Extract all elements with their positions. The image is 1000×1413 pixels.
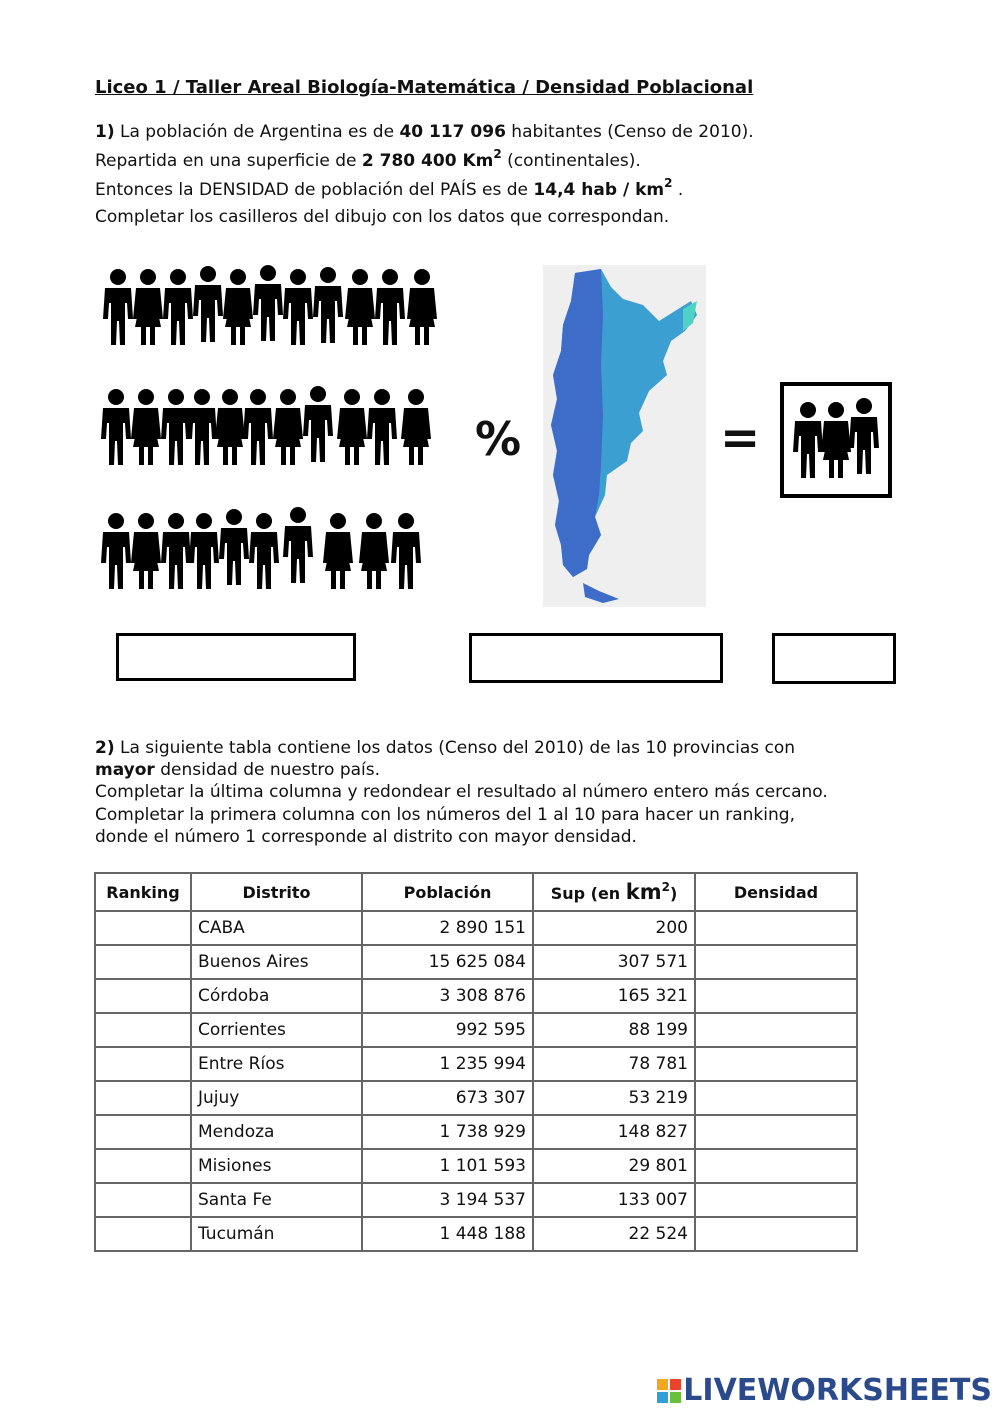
ex1-text: Repartida en una superficie de — [95, 151, 362, 171]
densidad-cell[interactable] — [695, 1013, 857, 1047]
ranking-cell[interactable] — [95, 979, 191, 1013]
densidad-cell[interactable] — [695, 1217, 857, 1251]
ex1-line-4: Completar los casilleros del dibujo con los datos que correspondan. — [95, 207, 670, 227]
superficie-cell: 165 321 — [533, 979, 695, 1013]
header-ranking: Ranking — [95, 873, 191, 911]
poblacion-cell: 15 625 084 — [362, 945, 533, 979]
ex2-number: 2) — [95, 738, 115, 758]
ex1-area: 2 780 400 Km — [361, 151, 494, 171]
poblacion-cell: 1 448 188 — [362, 1217, 533, 1251]
answer-box-density[interactable] — [772, 633, 896, 684]
table-row — [95, 1149, 857, 1183]
superficie-cell: 307 571 — [533, 945, 695, 979]
table-row — [95, 979, 857, 1013]
argentina-map-icon — [543, 265, 706, 607]
ranking-cell[interactable] — [95, 945, 191, 979]
density-table — [94, 872, 858, 1252]
liveworksheets-logo[interactable] — [657, 1373, 992, 1408]
ranking-cell[interactable] — [95, 1149, 191, 1183]
distrito-cell: Córdoba — [191, 979, 362, 1013]
distrito-cell: Corrientes — [191, 1013, 362, 1047]
liveworksheets-text: LIVEWORKSHEETS — [683, 1373, 992, 1408]
table-row — [95, 1013, 857, 1047]
header-sup-unit: km — [625, 880, 662, 904]
ranking-cell[interactable] — [95, 911, 191, 945]
equals-symbol: = — [720, 410, 761, 466]
poblacion-cell: 3 194 537 — [362, 1183, 533, 1217]
distrito-cell: Tucumán — [191, 1217, 362, 1251]
poblacion-cell: 673 307 — [362, 1081, 533, 1115]
ex2-line-1 — [95, 738, 795, 758]
densidad-cell[interactable] — [695, 911, 857, 945]
header-superficie — [533, 873, 695, 911]
ranking-cell[interactable] — [95, 1183, 191, 1217]
densidad-cell[interactable] — [695, 945, 857, 979]
division-symbol: % — [475, 412, 522, 466]
answer-box-population[interactable] — [116, 633, 356, 681]
ex1-text: habitantes (Censo de 2010). — [505, 122, 754, 142]
densidad-cell[interactable] — [695, 1047, 857, 1081]
densidad-cell[interactable] — [695, 1149, 857, 1183]
people-crowd-icon — [98, 255, 443, 605]
table-row — [95, 1081, 857, 1115]
ex2-text: La siguiente tabla contiene los datos (Censo del 2010) de las 10 provincias con — [114, 738, 796, 758]
poblacion-cell: 1 235 994 — [362, 1047, 533, 1081]
ranking-cell[interactable] — [95, 1013, 191, 1047]
distrito-cell: Jujuy — [191, 1081, 362, 1115]
superficie-cell: 148 827 — [533, 1115, 695, 1149]
densidad-cell[interactable] — [695, 1115, 857, 1149]
densidad-cell[interactable] — [695, 1183, 857, 1217]
liveworksheets-grid-icon — [657, 1379, 681, 1403]
table-row — [95, 1115, 857, 1149]
ex1-line-2 — [95, 147, 641, 171]
table-row — [95, 911, 857, 945]
ex2-line-2 — [95, 760, 380, 780]
table-row — [95, 1047, 857, 1081]
densidad-cell[interactable] — [695, 1081, 857, 1115]
ex2-bold-word: mayor — [95, 760, 155, 780]
table-header-row — [95, 873, 857, 911]
superficie-cell: 22 524 — [533, 1217, 695, 1251]
ex1-line-3 — [95, 176, 684, 200]
table-row — [95, 1183, 857, 1217]
ranking-cell[interactable] — [95, 1115, 191, 1149]
header-distrito: Distrito — [191, 873, 362, 911]
superscript: 2 — [493, 147, 502, 161]
distrito-cell: Mendoza — [191, 1115, 362, 1149]
ranking-cell[interactable] — [95, 1047, 191, 1081]
ex1-density: 14,4 hab / km — [533, 180, 665, 200]
ex1-text: . — [672, 180, 684, 200]
ex1-population: 40 117 096 — [399, 122, 506, 142]
densidad-cell[interactable] — [695, 979, 857, 1013]
poblacion-cell: 992 595 — [362, 1013, 533, 1047]
superficie-cell: 133 007 — [533, 1183, 695, 1217]
poblacion-cell: 2 890 151 — [362, 911, 533, 945]
table-row — [95, 945, 857, 979]
distrito-cell: CABA — [191, 911, 362, 945]
answer-box-area[interactable] — [469, 633, 723, 683]
superficie-cell: 88 199 — [533, 1013, 695, 1047]
poblacion-cell: 1 738 929 — [362, 1115, 533, 1149]
superficie-cell: 78 781 — [533, 1047, 695, 1081]
ex1-text: Entonces la DENSIDAD de población del PAÍS es de — [95, 180, 534, 200]
header-densidad: Densidad — [695, 873, 857, 911]
table-row — [95, 1217, 857, 1251]
ex2-line-5: donde el número 1 corresponde al distrito con mayor densidad. — [95, 827, 637, 847]
ranking-cell[interactable] — [95, 1081, 191, 1115]
ex2-line-3: Completar la última columna y redondear el resultado al número entero más cercano. — [95, 782, 828, 802]
poblacion-cell: 1 101 593 — [362, 1149, 533, 1183]
distrito-cell: Entre Ríos — [191, 1047, 362, 1081]
superficie-cell: 29 801 — [533, 1149, 695, 1183]
superficie-cell: 200 — [533, 911, 695, 945]
poblacion-cell: 3 308 876 — [362, 979, 533, 1013]
distrito-cell: Buenos Aires — [191, 945, 362, 979]
distrito-cell: Santa Fe — [191, 1183, 362, 1217]
superscript: 2 — [664, 176, 673, 190]
family-icon — [780, 382, 892, 498]
superscript: 2 — [661, 880, 670, 894]
ex2-text: densidad de nuestro país. — [154, 760, 381, 780]
page-title: Liceo 1 / Taller Areal Biología-Matemática / Densidad Poblacional — [95, 77, 754, 98]
superficie-cell: 53 219 — [533, 1081, 695, 1115]
distrito-cell: Misiones — [191, 1149, 362, 1183]
ex1-text: (continentales). — [501, 151, 641, 171]
ex2-line-4: Completar la primera columna con los números del 1 al 10 para hacer un ranking, — [95, 805, 795, 825]
header-sup-text: ) — [669, 884, 678, 903]
ranking-cell[interactable] — [95, 1217, 191, 1251]
header-poblacion: Población — [362, 873, 533, 911]
ex1-text: La población de Argentina es de — [114, 122, 400, 142]
ex1-line-1 — [95, 122, 754, 142]
header-sup-text: Sup (en — [550, 884, 626, 903]
ex1-number: 1) — [95, 122, 115, 142]
